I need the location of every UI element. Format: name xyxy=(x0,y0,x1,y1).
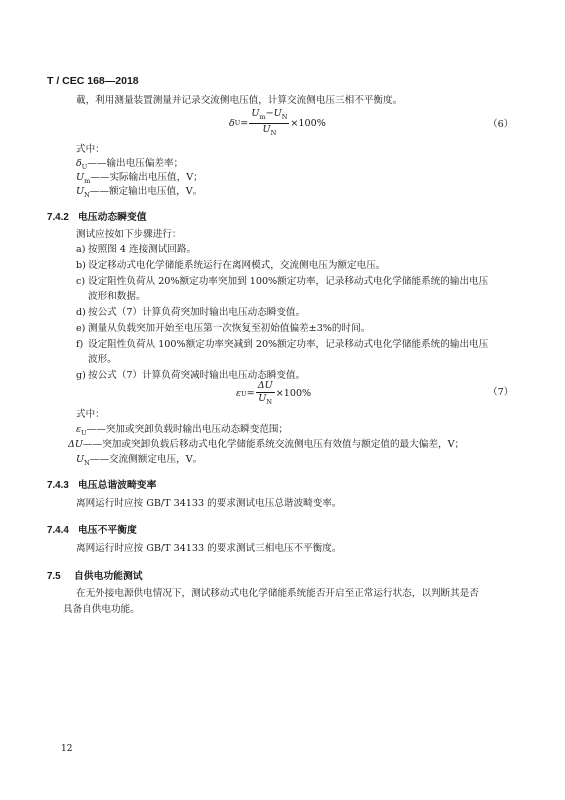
formula-6-tag: （6） xyxy=(488,119,514,130)
formula-6: δ U = $\frac{U_m-U_N}{U_N}$ ×100% xyxy=(229,108,326,137)
section-intro: 测试应按如下步骤进行： xyxy=(76,229,182,240)
section-body: 离网运行时应按 GB/T 34133 的要求测试三相电压不平衡度。 xyxy=(76,543,342,554)
step-item: g) 按公式（7）计算负荷突减时输出电压动态瞬变值。 xyxy=(76,370,306,381)
section-body: 离网运行时应按 GB/T 34133 的要求测试电压总谐波畸变率。 xyxy=(76,498,342,509)
step-item: a) 按照图 4 连接测试回路。 xyxy=(76,244,197,255)
formula-7-tag: （7） xyxy=(488,387,514,398)
section-heading-7-5: 7.5 自供电功能测试 xyxy=(47,571,143,582)
formula-6-fraction: $\frac{U_m-U_N}{U_N}$ xyxy=(251,108,288,137)
formula-7-fraction: $\frac{\Delta U}{U_N}$ xyxy=(257,380,273,406)
where-label: 式中： xyxy=(76,144,105,155)
step-item-continuation: 波形和数据。 xyxy=(88,291,146,302)
where-label: 式中： xyxy=(76,409,105,420)
where-item: ΔU——突加或突卸负载后移动式电化学储能系统交流侧电压有效值与额定值的最大偏差，V； xyxy=(68,439,465,450)
step-item: d) 按公式（7）计算负荷突加时输出电压动态瞬变值。 xyxy=(76,307,306,318)
step-item: b) 设定移动式电化学储能系统运行在离网模式，交流侧电压为额定电压。 xyxy=(76,260,386,271)
intro-paragraph: 載，利用测量装置测量并记录交流侧电压值，计算交流侧电压三相不平衡度。 xyxy=(76,95,403,106)
section-heading-7-4-2: 7.4.2 电压动态瞬变值 xyxy=(47,212,147,223)
section-body-continuation: 具备自供电功能。 xyxy=(63,604,140,615)
step-item: c) 设定阻性负荷从 20%额定功率突加到 100%额定功率，记录移动式电化学储能系统的输出电压 xyxy=(76,276,489,287)
where-item: $U_N——$交流侧额定电压，V。 xyxy=(76,454,203,467)
document-code: T / CEC 168—2018 xyxy=(47,75,139,87)
formula-7: ε U = $\frac{\Delta U}{U_N}$ ×100% xyxy=(236,380,312,406)
section-heading-7-4-3: 7.4.3 电压总谐波畸变率 xyxy=(47,480,157,491)
step-item: e) 测量从负载突加开始至电压第一次恢复至初始值偏差±3%的时间。 xyxy=(76,323,371,334)
step-item-continuation: 波形。 xyxy=(88,354,117,365)
step-item: f) 设定阻性负荷从 100%额定功率突减到 20%额定功率，记录移动式电化学储能系统的输出电压 xyxy=(76,339,489,350)
where-item: $\delta_U——$输出电压偏差率； xyxy=(76,158,184,171)
section-heading-7-4-4: 7.4.4 电压不平衡度 xyxy=(47,525,137,536)
page-number: 12 xyxy=(61,744,73,754)
where-item: $\varepsilon_U——$突加或突卸负载时输出电压动态瞬变范围； xyxy=(76,424,289,437)
section-body: 在无外接电源供电情况下，测试移动式电化学储能系统能否开启至正常运行状态，以判断其是否 xyxy=(76,588,479,599)
where-item: $U_N——$额定输出电压值，V。 xyxy=(76,186,203,199)
where-item: $U_m——$实际输出电压值，V； xyxy=(76,172,203,185)
